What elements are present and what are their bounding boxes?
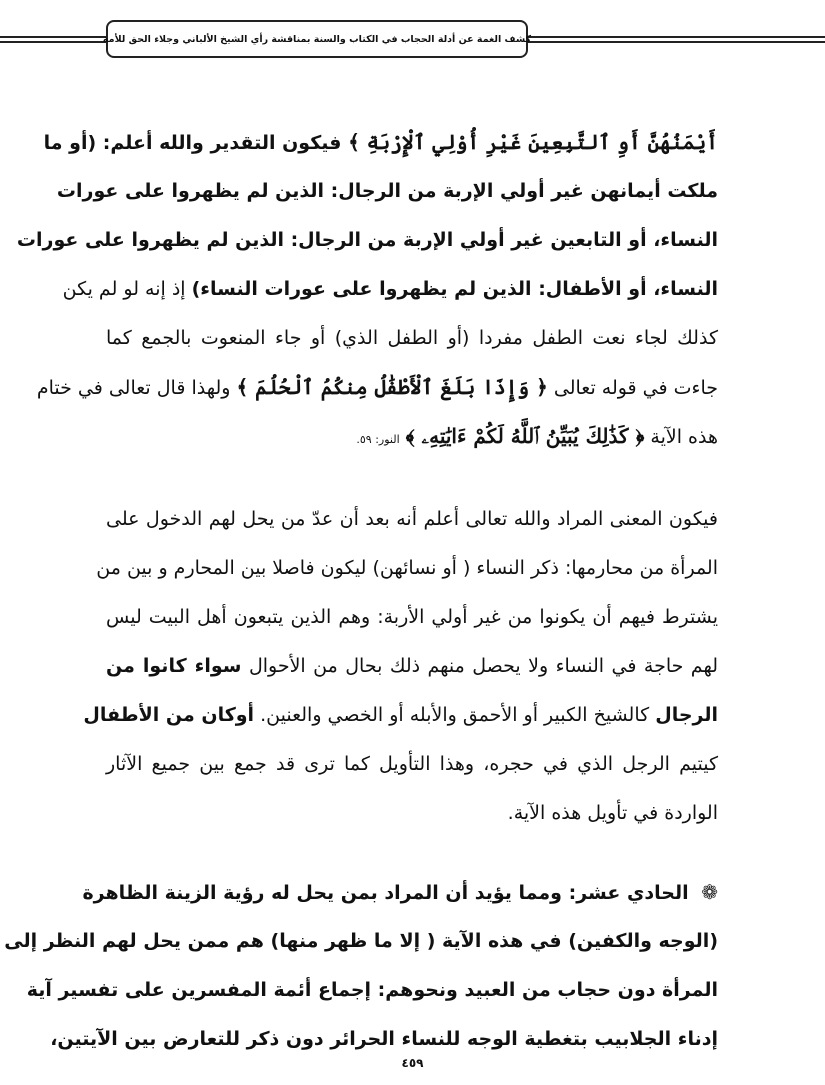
flower-bullet-icon: ❁ <box>701 880 718 904</box>
text-line: المرأة دون حجاب من العبيد ونحوهم: إجماع أئمة المفسرين على تفسير آية <box>26 979 718 1001</box>
paragraph-3 <box>4 868 718 1064</box>
text-line: المرأة من محارمها: ذكر النساء ( أو نسائهن) ليكون فاصلا بين المحارم و بين من <box>96 557 718 579</box>
quran-verse: أَيْمَنُهُنَّ أَوِ ٱلتَّبِعِينَ غَيْرِ أُوْلِي ٱلْإِرْبَةِ ﴾ <box>348 130 718 154</box>
text-line <box>43 118 718 167</box>
text-line: فيكون المعنى المراد والله تعالى أعلم أنه بعد أن عدّ من يحل لهم الدخول على <box>106 508 718 530</box>
text-span: ولهذا قال تعالى في ختام <box>36 377 231 399</box>
text-span: هذه الآية <box>650 426 718 448</box>
text-span: الحادي عشر: ومما يؤيد أن المراد بمن يحل له رؤية الزينة الظاهرة <box>82 882 689 904</box>
text-line <box>106 412 718 461</box>
quran-verse: ﴿ وَإِذَا بَلَغَ ٱلْأَطْفَٰلُ مِنكُمُ ٱلْحُلُمَ ﴾ <box>236 375 548 399</box>
bold-span: سواء كانوا من <box>106 655 242 677</box>
text-span: كالشيخ الكبير أو الأحمق والأبله أو الخصي والعنين. <box>260 704 650 726</box>
text-line: النساء، أو التابعين غير أولي الإربة من الرجال: الذين لم يظهروا على عورات <box>16 229 718 251</box>
text-line <box>62 265 718 314</box>
text-span: لهم حاجة في النساء ولا يحصل منهم ذلك بحال من الأحوال <box>248 655 718 677</box>
paragraph-1 <box>16 118 718 461</box>
quran-verse: ﴿ كَذَٰلِكَ يُبَيِّنُ ٱللَّهُ لَكُمْ ءَايَٰتِهِۦ ﴾ <box>405 424 645 448</box>
text-line: كذلك لجاء نعت الطفل مفردا (أو الطفل الذي) أو جاء المنعوت بالجمع كما <box>106 327 718 349</box>
bold-span: النساء، أو الأطفال: الذين لم يظهروا على عورات النساء) <box>191 278 718 300</box>
text-line: (الوجه والكفين) في هذه الآية ( إلا ما ظهر منها) هم ممن يحل لهم النظر إلى <box>4 930 718 952</box>
bold-span: أوكان من الأطفال <box>83 704 255 726</box>
text-line <box>83 691 718 740</box>
bold-span: الرجال <box>655 704 718 726</box>
verse-reference: النور: ٥٩. <box>356 433 400 446</box>
text-line <box>82 868 718 917</box>
running-header <box>102 20 532 58</box>
text-line: إدناء الجلابيب بتغطية الوجه للنساء الحرائر دون ذكر للتعارض بين الآيتين، <box>50 1028 718 1050</box>
text-line: الواردة في تأويل هذه الآية. <box>507 802 718 824</box>
text-span: فيكون التقدير والله أعلم: (أو ما <box>43 132 342 154</box>
page-number: ٤٥٩ <box>401 1056 424 1070</box>
text-line: ملكت أيمانهن غير أولي الإربة من الرجال: الذين لم يظهروا على عورات <box>56 180 718 202</box>
paragraph-2 <box>83 495 718 838</box>
text-line <box>106 642 718 691</box>
text-span: إذ إنه لو لم يكن <box>62 278 186 300</box>
text-line: كيتيم الرجل الذي في حجره، وهذا التأويل كما ترى قد جمع بين جميع الآثار <box>106 753 718 775</box>
page-body <box>4 118 718 1064</box>
text-line <box>36 363 718 412</box>
book-title: كشف الغمة عن أدلة الحجاب في الكتاب والسنة بمناقشة رأي الشيخ الألباني وجلاء الحق للأمة <box>102 33 532 45</box>
text-line: يشترط فيهم أن يكونوا من غير أولي الأربة: وهم الذين يتبعون أهل البيت ليس <box>106 606 718 628</box>
text-span: جاءت في قوله تعالى <box>553 377 718 399</box>
